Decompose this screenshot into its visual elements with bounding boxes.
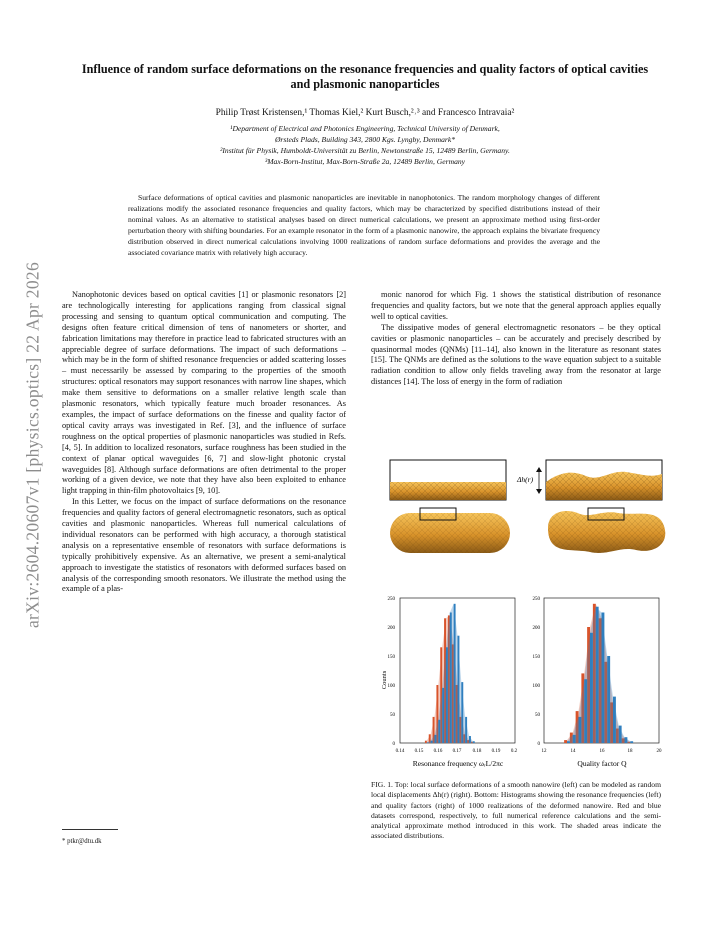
right-y-axis-ticks (533, 597, 541, 747)
x-tick-label: 12 (541, 749, 547, 754)
histogram-bar (630, 741, 633, 743)
histogram-bar (590, 633, 593, 743)
histogram-bar (596, 607, 599, 743)
histogram-bar (579, 717, 582, 743)
histogram-bar (613, 697, 616, 743)
histogram-bar (573, 735, 576, 743)
left-x-axis-ticks (396, 749, 518, 754)
y-tick-label: 200 (387, 626, 395, 631)
right-x-axis-ticks (542, 749, 663, 754)
histogram-bar (431, 741, 433, 743)
figure-1 (380, 458, 670, 776)
histogram-bar (461, 682, 463, 743)
x-tick-label: 20 (656, 749, 662, 754)
left-x-axis-label: Resonance frequency ωᵣL/2πc (412, 759, 504, 768)
figure-caption: FIG. 1. Top: local surface deformations of a smooth nanowire (left) can be modeled as random local displacements Δh(r) (right). Bottom: Histograms showing the resonance frequencies (left) and quality factors (right) of 1000 realizations of the deformed nanowire. Red and blue datasets correspond, respectively, to full numerical reference calculations and the semi-analytical approximate method introduced in this work. The shaded areas indicate the associated distributions. (371, 780, 661, 841)
y-tick-label: 250 (387, 597, 395, 602)
affiliation-line: ¹Department of Electrical and Photonics Engineering, Technical University of Denmark, (230, 124, 500, 133)
histogram-bar (446, 647, 448, 743)
histogram-bar (465, 717, 467, 743)
body-paragraph: Nanophotonic devices based on optical cavities [1] or plasmonic resonators [2] are technologically interesting for applications ranging from classical signal processing and sensing to quantum optical communication and computing. The designs often feature critical dimension of tens of nanometers or shorter, and fabrication limitations may therefore in practice lead to fabricated structures with an appreciable degree of surface deformations. The impact of such deformations – which may be in the form of shifted resonance frequencies or added scattering losses – must necessarily be assessed by comparing to the properties of the smooth structures: optical resonators may support resonances with narrow line shapes, which make them sensitive to deformations on a smaller relative length scale than plasmonic resonators, which typically feature much broader resonances. As examples, the impact of surface deformations on the finesse and quality factor of optical cavity arrays was investigated in Ref. [3], and the influence of surface roughness on the optical properties of plasmonic nanoparticles was studied in Refs. [4, 5]. In addition to localized resonators, surface roughness has been studied in the context of planar optical waveguides [6, 7] and slow-light photonic crystal waveguides [8]. Although surface deformations are often detrimental to the proper working of a given device, we note that they have also been exploited to enhance light trapping in thin-film photovoltaics [9, 10]. (62, 290, 346, 496)
right-x-axis-label: Quality factor Q (577, 759, 627, 768)
histogram-bar (567, 741, 570, 743)
affiliation-line: ²Institut für Physik, Humboldt-Universität zu Berlin, Newtonstraße 15, 12489 Berlin, Germany. (220, 146, 510, 155)
histogram-bar (435, 735, 437, 743)
histogram-bar (469, 736, 471, 743)
y-tick-label: 150 (532, 655, 540, 660)
body-paragraph: In this Letter, we focus on the impact of surface deformations on the resonance frequencies and quality factors of general electromagnetic resonators, such as optical cavities and plasmonic nanoparticles. Whereas full numerical calculations of individual resonators can be performed with high accuracy, a thorough statistical analysis on a representative ensemble of resonators with surface deformations is typically prohibitively expensive. As an alternative, we present a semi-analytical approach to investigate the statistics of resonators with deformed surfaces based on analysis of the corresponding smooth resonators. We illustrate the method using the example of a plas- (62, 497, 346, 594)
smooth-surface-inset (390, 460, 506, 500)
affiliation-line: Ørsteds Plads, Building 343, 2800 Kgs. Lyngby, Denmark* (274, 135, 456, 144)
x-tick-label: 14 (570, 749, 576, 754)
x-tick-label: 0.15 (414, 749, 424, 754)
histogram-bar (607, 656, 610, 743)
arxiv-identifier: arXiv:2604.20607v1 [physics.optics] 22 Apr 2026 (22, 261, 43, 629)
x-tick-label: 0.18 (472, 749, 482, 754)
y-tick-label: 50 (535, 713, 540, 718)
x-tick-label: 0.14 (395, 749, 405, 754)
delta-h-arrow-icon (536, 467, 542, 494)
smooth-nanowire (390, 508, 510, 553)
y-tick-label: 100 (387, 684, 395, 689)
histogram-bar (473, 741, 475, 743)
x-tick-label: 16 (599, 749, 605, 754)
left-y-axis-ticks (388, 597, 396, 747)
histogram-bar (450, 613, 452, 744)
author-list: Philip Trøst Kristensen,¹ Thomas Kiel,² Kurt Busch,²˒³ and Francesco Intravaia² (215, 108, 515, 118)
y-tick-label: 0 (392, 742, 395, 747)
y-tick-label: 150 (387, 655, 395, 660)
x-tick-label: 0.19 (491, 749, 501, 754)
delta-h-label: Δh(r) (517, 475, 534, 484)
x-tick-label: 18 (627, 749, 633, 754)
histogram-bar (584, 679, 587, 743)
histogram-bar (564, 740, 567, 743)
histogram-bar (454, 604, 456, 743)
abstract: Surface deformations of optical cavities and plasmonic nanoparticles are inevitable in nanophotonics. The random morphology changes of different realizations modify the associated resonance frequencies and quality factors, which may be characterized by specified distributions instead of their nominal values. As an alternative to statistical analyses based on direct numerical calculations, we present an approximate method using first-order perturbation theory with shifting boundaries. For an example resonator in the form of a plasmonic nanowire, the approach explains the bivariate frequency distribution observed in direct numerical calculations involving 1000 realizations of random surface deformations and provides the average and the associated covariance matrix with relatively high accuracy. (128, 193, 600, 257)
histogram-bar (625, 737, 628, 743)
body-paragraph: monic nanorod for which Fig. 1 shows the statistical distribution of resonance frequencies and quality factors, but we note that the general approach applies equally well to optical cavities. (371, 290, 661, 321)
y-axis-label: Counts (381, 670, 388, 690)
x-tick-label: 0.16 (433, 749, 443, 754)
body-paragraph: The dissipative modes of general electromagnetic resonators – be they optical cavities or plasmonic nanoparticles – can be accurately and precisely described by quasinormal modes (QNMs) [11–14], also known in the literature as resonant states [15]. The QNMs are defined as the solutions to the wave equation subject to a suitable radiation condition to allow only fields traveling away from the resonator at large distances [14]. The loss of energy in the form of radiation (371, 322, 661, 387)
rough-surface-inset (546, 460, 662, 500)
histogram-bar (602, 613, 605, 744)
histogram-bar (442, 688, 444, 743)
histogram-bar (619, 726, 622, 743)
affiliation-line: ³Max-Born-Institut, Max-Born-Straße 2a, 12489 Berlin, Germany (264, 157, 466, 166)
histogram-bar (458, 636, 460, 743)
deformed-nanowire (548, 508, 665, 553)
left-column (62, 290, 346, 595)
x-tick-label: 0.17 (452, 749, 462, 754)
y-tick-label: 100 (532, 684, 540, 689)
footnote: * ptkr@dtu.dk (62, 838, 102, 845)
y-tick-label: 200 (532, 626, 540, 631)
y-tick-label: 250 (532, 597, 540, 602)
y-tick-label: 0 (537, 742, 540, 747)
quality-histogram (564, 604, 633, 743)
affiliations (80, 123, 650, 167)
histogram-bar (425, 741, 427, 743)
x-tick-label: 0.2 (510, 749, 518, 754)
paper-title: Influence of random surface deformations on the resonance frequencies and quality factors of optical cavities and plasmonic nanoparticles (81, 62, 649, 91)
histogram-bar (427, 742, 429, 743)
histogram-bar (438, 720, 440, 743)
footnote-rule (62, 829, 118, 830)
y-tick-label: 50 (390, 713, 395, 718)
right-column (371, 290, 661, 388)
frequency-histogram (425, 604, 475, 743)
